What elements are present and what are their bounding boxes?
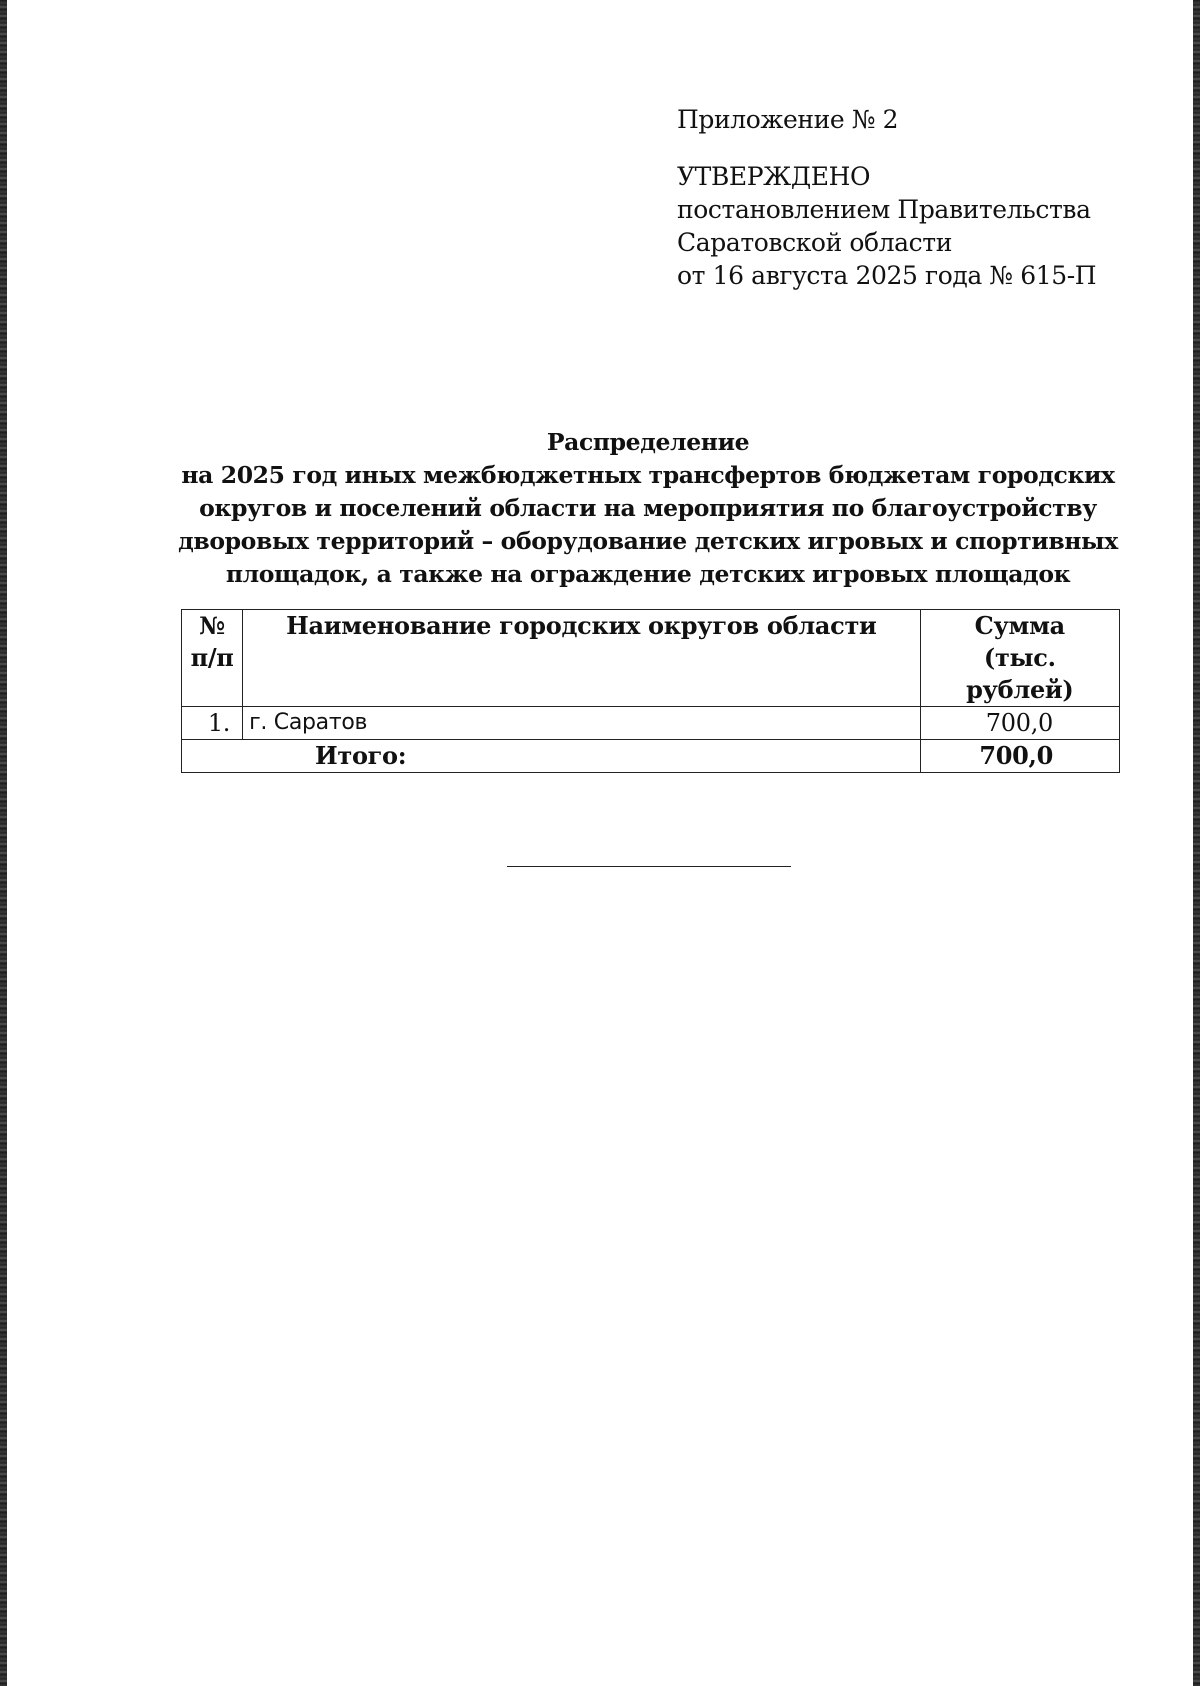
scan-edge-left [0, 0, 7, 1686]
appendix-label: Приложение № 2 [677, 105, 899, 134]
approved-label: УТВЕРЖДЕНО [677, 162, 871, 191]
document-title [150, 426, 1146, 591]
header-sum [920, 610, 1119, 707]
scan-edge-right [1193, 0, 1200, 1686]
approval-block [677, 103, 1096, 292]
table-header-row [182, 610, 1120, 707]
total-label: Итого: [182, 740, 921, 773]
total-sum: 700,0 [920, 740, 1119, 773]
header-sum-line-1: Сумма [974, 611, 1065, 640]
header-number-line-2: п/п [190, 643, 234, 672]
header-number-line-1: № [199, 611, 225, 640]
title-line-2: округов и поселений области на мероприятия по благоустройству [199, 494, 1097, 522]
title-line-4: площадок, а также на ограждение детских игровых площадок [225, 560, 1071, 588]
header-name: Наименование городских округов области [243, 610, 920, 707]
header-sum-line-2: (тыс. рублей) [966, 643, 1074, 704]
approval-line-2: Саратовской области [677, 228, 952, 257]
approval-line-1: постановлением Правительства [677, 195, 1091, 224]
distribution-table [181, 609, 1120, 773]
row-sum: 700,0 [920, 707, 1119, 740]
row-number: 1. [182, 707, 243, 740]
row-name: г. Саратов [243, 707, 920, 740]
approval-line-3: от 16 августа 2025 года № 615-П [677, 261, 1097, 290]
title-heading: Распределение [546, 428, 750, 456]
header-number [182, 610, 243, 707]
title-line-3: дворовых территорий – оборудование детских игровых и спортивных [178, 527, 1118, 555]
total-row [182, 740, 1120, 773]
table-row [182, 707, 1120, 740]
title-line-1: на 2025 год иных межбюджетных трансфертов бюджетам городских [181, 461, 1115, 489]
end-divider [507, 866, 791, 867]
